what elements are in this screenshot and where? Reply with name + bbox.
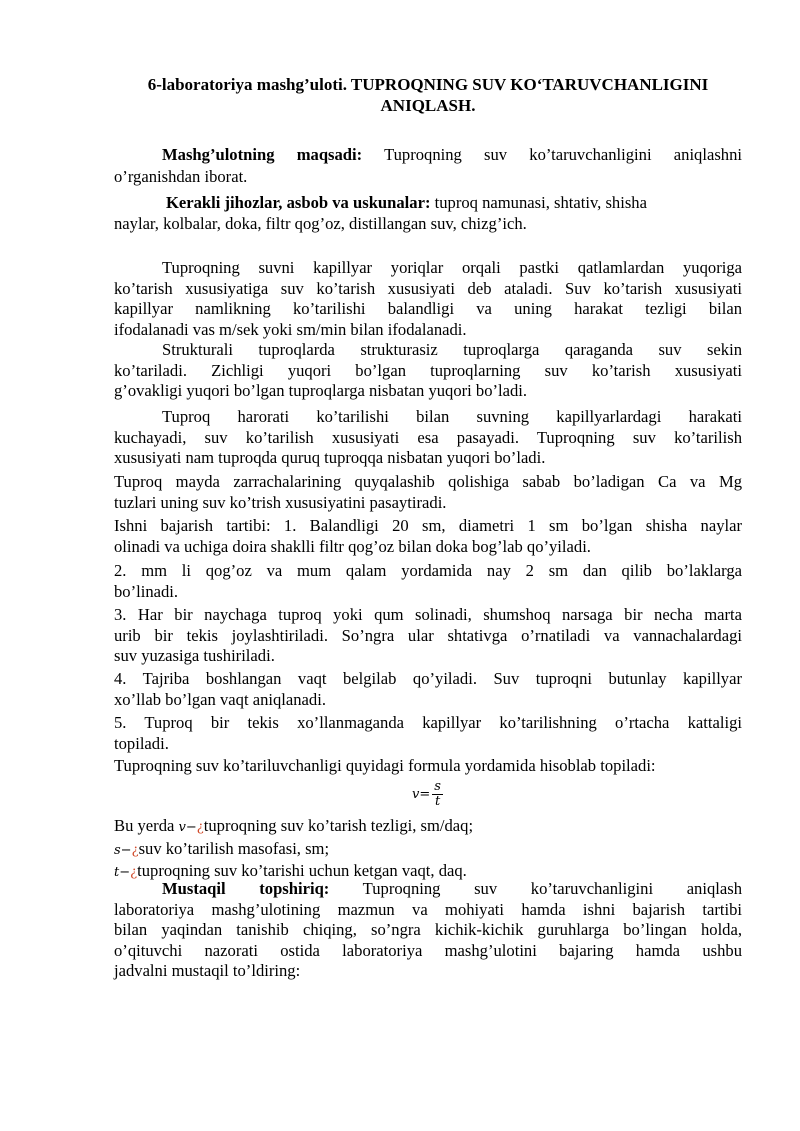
equipment-label: Kerakli jihozlar, asbob va uskunalar: — [166, 193, 431, 212]
equipment-text-1: tuproq namunasi, shtativ, shisha — [430, 193, 647, 212]
text-line: Strukturali tuproqlarda strukturasiz tuproqlarga qaraganda suv sekin — [162, 340, 742, 359]
text-line: ifodalanadi vas m/sek yoki sm/min bilan ifodalanadi. — [114, 319, 467, 339]
text-line: urib bir tekis joylashtiriladi. So’ngra ular shtativga o’rnatiladi va vannachalardagi — [114, 625, 742, 645]
velocity-formula — [412, 780, 443, 809]
paragraph-7 — [114, 605, 742, 667]
dash: − — [185, 820, 197, 835]
page-title — [114, 74, 742, 116]
formula-denominator: t — [434, 794, 441, 809]
paragraph-8 — [114, 669, 742, 710]
text-line: Ishni bajarish tartibi: 1. Balandligi 20 sm, diametri 1 sm bo’lgan shisha naylar — [114, 516, 742, 535]
definition-v — [114, 816, 742, 839]
text-line: Tuproqning suv ko’tariluvchanligi quyidagi formula yordamida hisoblab topiladi: — [114, 756, 656, 775]
text-line: kuchayadi, suv ko’tarilish xususiyati esa pasayadi. Tuproqning suv ko’tarilish — [114, 427, 742, 447]
definition-text: suv ko’tarilish masofasi, sm; — [138, 838, 330, 858]
text-line: olinadi va uchiga doira shaklli filtr qog’oz bilan doka bog’lab qo’yiladi. — [114, 536, 591, 556]
title-line-2: ANIQLASH. — [380, 96, 476, 115]
text-line: bilan yaqindan tanishib chiqing, so’ngra kichik-kichik guruhlarga bo’lingan holda, — [114, 920, 742, 939]
formula-lhs: v — [412, 787, 420, 802]
variable-s: s — [114, 842, 121, 858]
paragraph-5 — [114, 516, 742, 557]
text-line: ko’tariladi. Zichligi yuqori bo’lgan tuproqlarning suv ko’tarish xususiyati — [114, 360, 742, 380]
paragraph-1 — [114, 258, 742, 340]
text-line: 3. Har bir naychaga tuproq yoki qum solinadi, shumshoq narsaga bir necha marta — [114, 605, 742, 624]
text-line: xususiyati nam tuproqda quruq tuproqqa nisbatan yuqori bo’ladi. — [114, 448, 546, 467]
inverted-question-mark: ¿ — [130, 865, 138, 880]
text-line: xo’llab bo’lgan vaqt aniqlanadi. — [114, 689, 326, 709]
variable-v: v — [178, 820, 186, 835]
formula-equals: = — [419, 787, 431, 802]
task-paragraph — [114, 879, 742, 982]
text-line: Tuproqning suvni kapillyar yoriqlar orqali pastki qatlamlardan yuqoriga — [162, 258, 742, 277]
text-line: bo’linadi. — [114, 581, 179, 601]
dash: − — [120, 842, 132, 858]
aim-label: Mashg’ulotning maqsadi: — [162, 145, 363, 164]
definition-prefix: Bu yerda — [114, 816, 179, 835]
text-line: 4. Tajriba boshlangan vaqt belgilab qo’yiladi. Suv tuproqni butunlay kapillyar — [114, 669, 742, 688]
text-line: g’ovakligi yuqori bo’lgan tuproqlarga nisbatan yuqori bo’ladi. — [114, 381, 528, 400]
paragraph-4 — [114, 472, 742, 513]
definitions — [114, 816, 742, 884]
inverted-question-mark: ¿ — [131, 842, 139, 858]
variable-t: t — [114, 865, 120, 880]
definition-text: tuproqning suv ko’tarish tezligi, sm/daq; — [203, 816, 474, 835]
text-line: 5. Tuproq bir tekis xo’llanmaganda kapillyar ko’tarilishning o’rtacha kattaligi — [114, 713, 742, 732]
task-label: Mustaqil topshiriq: — [162, 879, 330, 898]
formula-numerator: s — [434, 779, 441, 794]
text-line: Tuproq harorati ko’tarilishi bilan suvning kapillyarlardagi harakati — [162, 407, 742, 426]
equipment-text-2: naylar, kolbalar, doka, filtr qog’oz, distillangan suv, chizg’ich. — [114, 214, 527, 233]
paragraph-2 — [114, 340, 742, 402]
formula-fraction — [432, 780, 443, 809]
text-line: kapillyar namlikning ko’tarilishi balandligi va uning harakat tezligi bilan — [114, 299, 742, 318]
text-line: tuzlari uning suv ko’trish xususiyatini pasaytiradi. — [114, 492, 447, 512]
text-line: o’qituvchi nazorati ostida laboratoriya mashg’ulotini bajaring hamda ushbu — [114, 940, 742, 960]
text-line: 2. mm li qog’oz va mum qalam yordamida nay 2 sm dan qilib bo’laklarga — [114, 561, 742, 580]
paragraph-10 — [114, 756, 742, 777]
title-line-1: 6-laboratoriya mashg’uloti. TUPROQNING SUV KO‘TARUVCHANLIGINI — [147, 75, 709, 94]
paragraph-9 — [114, 713, 742, 754]
paragraph-3 — [114, 407, 742, 469]
definition-s — [114, 839, 742, 862]
aim-paragraph — [114, 144, 742, 188]
dash: − — [119, 865, 131, 880]
aim-text-2: o’rganishdan iborat. — [114, 167, 248, 186]
paragraph-6 — [114, 561, 742, 602]
definition-text: tuproqning suv ko’tarishi uchun ketgan vaqt, daq. — [137, 861, 467, 880]
text-line: Tuproq mayda zarrachalarining quyqalashib qolishiga sabab bo’ladigan Ca va Mg — [114, 472, 742, 491]
text-line: suv yuzasiga tushiriladi. — [114, 646, 275, 665]
inverted-question-mark: ¿ — [196, 820, 204, 835]
task-text-1: Tuproqning suv ko’taruvchanligini aniqlash — [329, 879, 742, 898]
text-line: jadvalni mustaqil to’ldiring: — [114, 961, 301, 980]
text-line: ko’tarish xususiyatiga suv ko’tarish xususiyati deb ataladi. Suv ko’tarish xususiyati — [114, 278, 742, 298]
text-line: laboratoriya mashg’ulotining mazmun va mohiyati hamda ishni bajarish tartibi — [114, 899, 742, 919]
aim-text-1: Tuproqning suv ko’taruvchanligini aniqlashni — [362, 145, 742, 164]
equipment-paragraph — [114, 192, 742, 234]
text-line: topiladi. — [114, 733, 169, 753]
